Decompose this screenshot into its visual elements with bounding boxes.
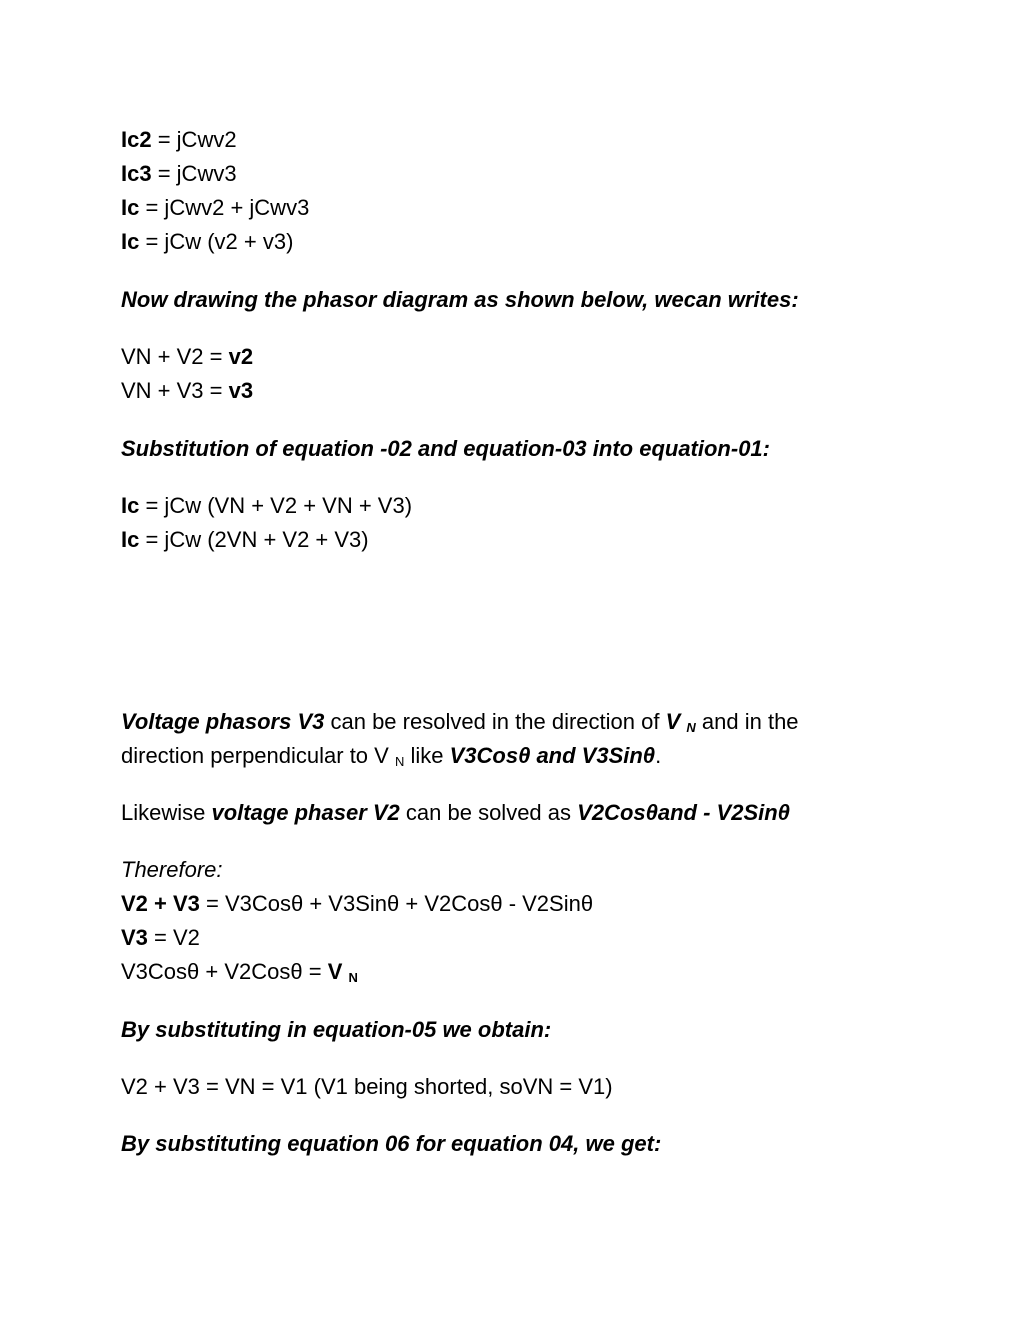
equation-lhs: Ic	[121, 527, 140, 552]
equation-lhs: VN + V2 =	[121, 344, 229, 369]
equation-v2-plus-v3	[121, 891, 593, 917]
body-text: like	[404, 743, 450, 768]
symbol-v: V	[665, 709, 681, 734]
paragraph-v2-resolution	[121, 800, 790, 826]
equation-rhs: = V2	[147, 925, 200, 950]
emphasis-text: voltage phaser V2	[211, 800, 400, 825]
equation-lhs: V3Cosθ + V2Cosθ =	[121, 959, 328, 984]
paragraph-v3-resolution-line1	[121, 709, 799, 735]
body-text: Likewise	[121, 800, 212, 825]
body-text: can be resolved in the direction of	[324, 709, 666, 734]
emphasis-text: V2Cosθand - V2Sinθ	[577, 800, 790, 825]
equation-lhs: V2 + V3	[121, 891, 200, 916]
equation-ic-simplified	[121, 527, 369, 553]
subscript-n: N	[348, 970, 358, 985]
subscript-n: N	[394, 754, 405, 769]
equation-vn-v2	[121, 344, 253, 370]
equation-rhs: = jCwv3	[151, 161, 237, 186]
symbol-vn	[666, 709, 696, 734]
equation-lhs: VN + V3 =	[121, 378, 229, 403]
equation-vn-equals-v1: V2 + V3 = VN = V1 (V1 being shorted, soVN = V1)	[121, 1074, 613, 1099]
equation-ic-factored	[121, 229, 293, 255]
equation-ic2	[121, 127, 237, 153]
heading-equation-05: By substituting in equation-05 we obtain:	[121, 1017, 552, 1042]
equation-vn-v3	[121, 378, 253, 404]
equation-rhs: = V3Cosθ + V3Sinθ + V2Cosθ - V2Sinθ	[199, 891, 594, 916]
equation-ic3	[121, 161, 237, 187]
equation-lhs: Ic2	[121, 127, 152, 152]
symbol-v: V	[327, 959, 343, 984]
equation-lhs: V3	[121, 925, 148, 950]
heading-phasor-diagram: Now drawing the phasor diagram as shown below, wecan writes:	[121, 287, 799, 312]
equation-ic-sum	[121, 195, 309, 221]
equation-lhs: Ic	[121, 229, 140, 254]
body-text: can be solved as	[399, 800, 578, 825]
body-text: and in the	[695, 709, 799, 734]
paragraph-v3-resolution-line2	[121, 743, 661, 769]
equation-rhs: = jCw (2VN + V2 + V3)	[139, 527, 369, 552]
equation-rhs: = jCw (VN + V2 + VN + V3)	[139, 493, 413, 518]
equation-ic-expanded	[121, 493, 412, 519]
heading-equation-06: By substituting equation 06 for equation 04, we get:	[121, 1131, 662, 1156]
equation-v3-equals-v2	[121, 925, 200, 951]
equation-rhs: = jCwv2	[151, 127, 237, 152]
emphasis-text: Voltage phasors V3	[121, 709, 325, 734]
heading-substitution: Substitution of equation -02 and equation-03 into equation-01:	[121, 436, 770, 461]
equation-lhs: Ic	[121, 195, 140, 220]
body-text: .	[655, 743, 662, 768]
emphasis-text: V3Cosθ and V3Sinθ	[449, 743, 656, 768]
equation-cos-sum	[121, 959, 358, 985]
subscript-n: N	[686, 720, 696, 735]
equation-rhs: = jCw (v2 + v3)	[139, 229, 294, 254]
equation-rhs: v3	[228, 378, 254, 403]
equation-rhs: v2	[228, 344, 254, 369]
therefore-label: Therefore:	[121, 857, 223, 882]
equation-rhs: = jCwv2 + jCwv3	[139, 195, 310, 220]
equation-lhs: Ic	[121, 493, 140, 518]
equation-lhs: Ic3	[121, 161, 152, 186]
body-text: direction perpendicular to V	[121, 743, 389, 768]
